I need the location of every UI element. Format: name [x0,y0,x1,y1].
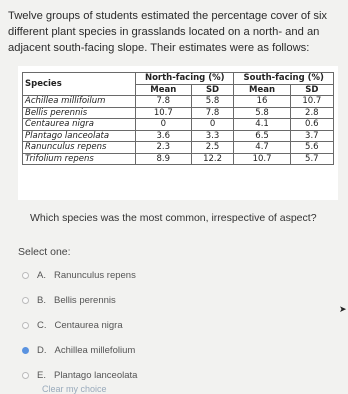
header-south-mean: Mean [234,84,290,96]
species-name: Trifolium repens [23,153,136,165]
radio-button[interactable] [22,272,29,279]
north-sd: 2.5 [191,142,234,154]
table-row [23,119,334,131]
north-mean: 8.9 [136,153,192,165]
south-sd: 5.7 [290,153,333,165]
north-sd: 5.8 [191,96,234,108]
species-name: Centaurea nigra [23,119,136,131]
species-name: Achillea millifoilum [23,96,136,108]
north-sd: 12.2 [191,153,234,165]
header-south-facing: South-facing (%) [234,73,334,85]
mouse-cursor-icon: ➤ [339,304,347,314]
option-b[interactable] [22,288,137,313]
table-row [23,153,334,165]
species-name: Bellis perennis [23,107,136,119]
option-letter: B. [37,295,46,306]
option-label: Bellis perennis [53,295,116,306]
option-letter: C. [37,320,47,331]
south-mean: 6.5 [234,130,290,142]
north-sd: 0 [191,119,234,131]
table-row [23,96,334,108]
north-mean: 10.7 [136,107,192,119]
species-name: Ranunculus repens [23,142,136,154]
south-sd: 2.8 [290,107,333,119]
header-north-sd: SD [191,84,234,96]
option-d[interactable] [22,338,137,363]
south-sd: 3.7 [290,130,333,142]
south-sd: 10.7 [290,96,333,108]
south-sd: 0.6 [290,119,333,131]
question-text: Twelve groups of students estimated the percentage cover of six different plant species in grasslands located on a north- and an adjacent south-facing slope. Their estimates were as follows: [8,10,328,54]
radio-button[interactable] [22,372,29,379]
option-label: Plantago lanceolata [53,370,138,381]
north-mean: 7.8 [136,96,192,108]
option-letter: D. [37,345,47,356]
south-mean: 5.8 [234,107,290,119]
header-south-sd: SD [290,84,333,96]
answer-options [22,263,137,388]
radio-button[interactable] [22,322,29,329]
option-label: Achillea millefolium [54,345,136,356]
option-label: Ranunculus repens [53,270,136,281]
option-a[interactable] [22,263,137,288]
table-row [23,142,334,154]
north-mean: 3.6 [136,130,192,142]
south-sd: 5.6 [290,142,333,154]
option-c[interactable] [22,313,137,338]
header-north-mean: Mean [136,84,192,96]
question-prompt: Which species was the most common, irrespective of aspect? [30,212,317,224]
north-sd: 7.8 [191,107,234,119]
option-letter: E. [37,370,46,381]
south-mean: 10.7 [234,153,290,165]
table-row [23,107,334,119]
header-species: Species [23,73,136,96]
clear-choice-link[interactable]: Clear my choice [42,384,107,394]
north-mean: 0 [136,119,192,131]
select-one-label: Select one: [18,246,71,258]
south-mean: 4.1 [234,119,290,131]
header-north-facing: North-facing (%) [136,73,234,85]
species-name: Plantago lanceolata [23,130,136,142]
radio-button[interactable] [22,297,29,304]
north-sd: 3.3 [191,130,234,142]
north-mean: 2.3 [136,142,192,154]
south-mean: 16 [234,96,290,108]
option-label: Centaurea nigra [54,320,123,331]
species-cover-table [22,72,334,165]
data-table-image [18,66,338,200]
table-row [23,130,334,142]
radio-button-selected[interactable] [22,347,29,354]
option-letter: A. [37,270,46,281]
south-mean: 4.7 [234,142,290,154]
